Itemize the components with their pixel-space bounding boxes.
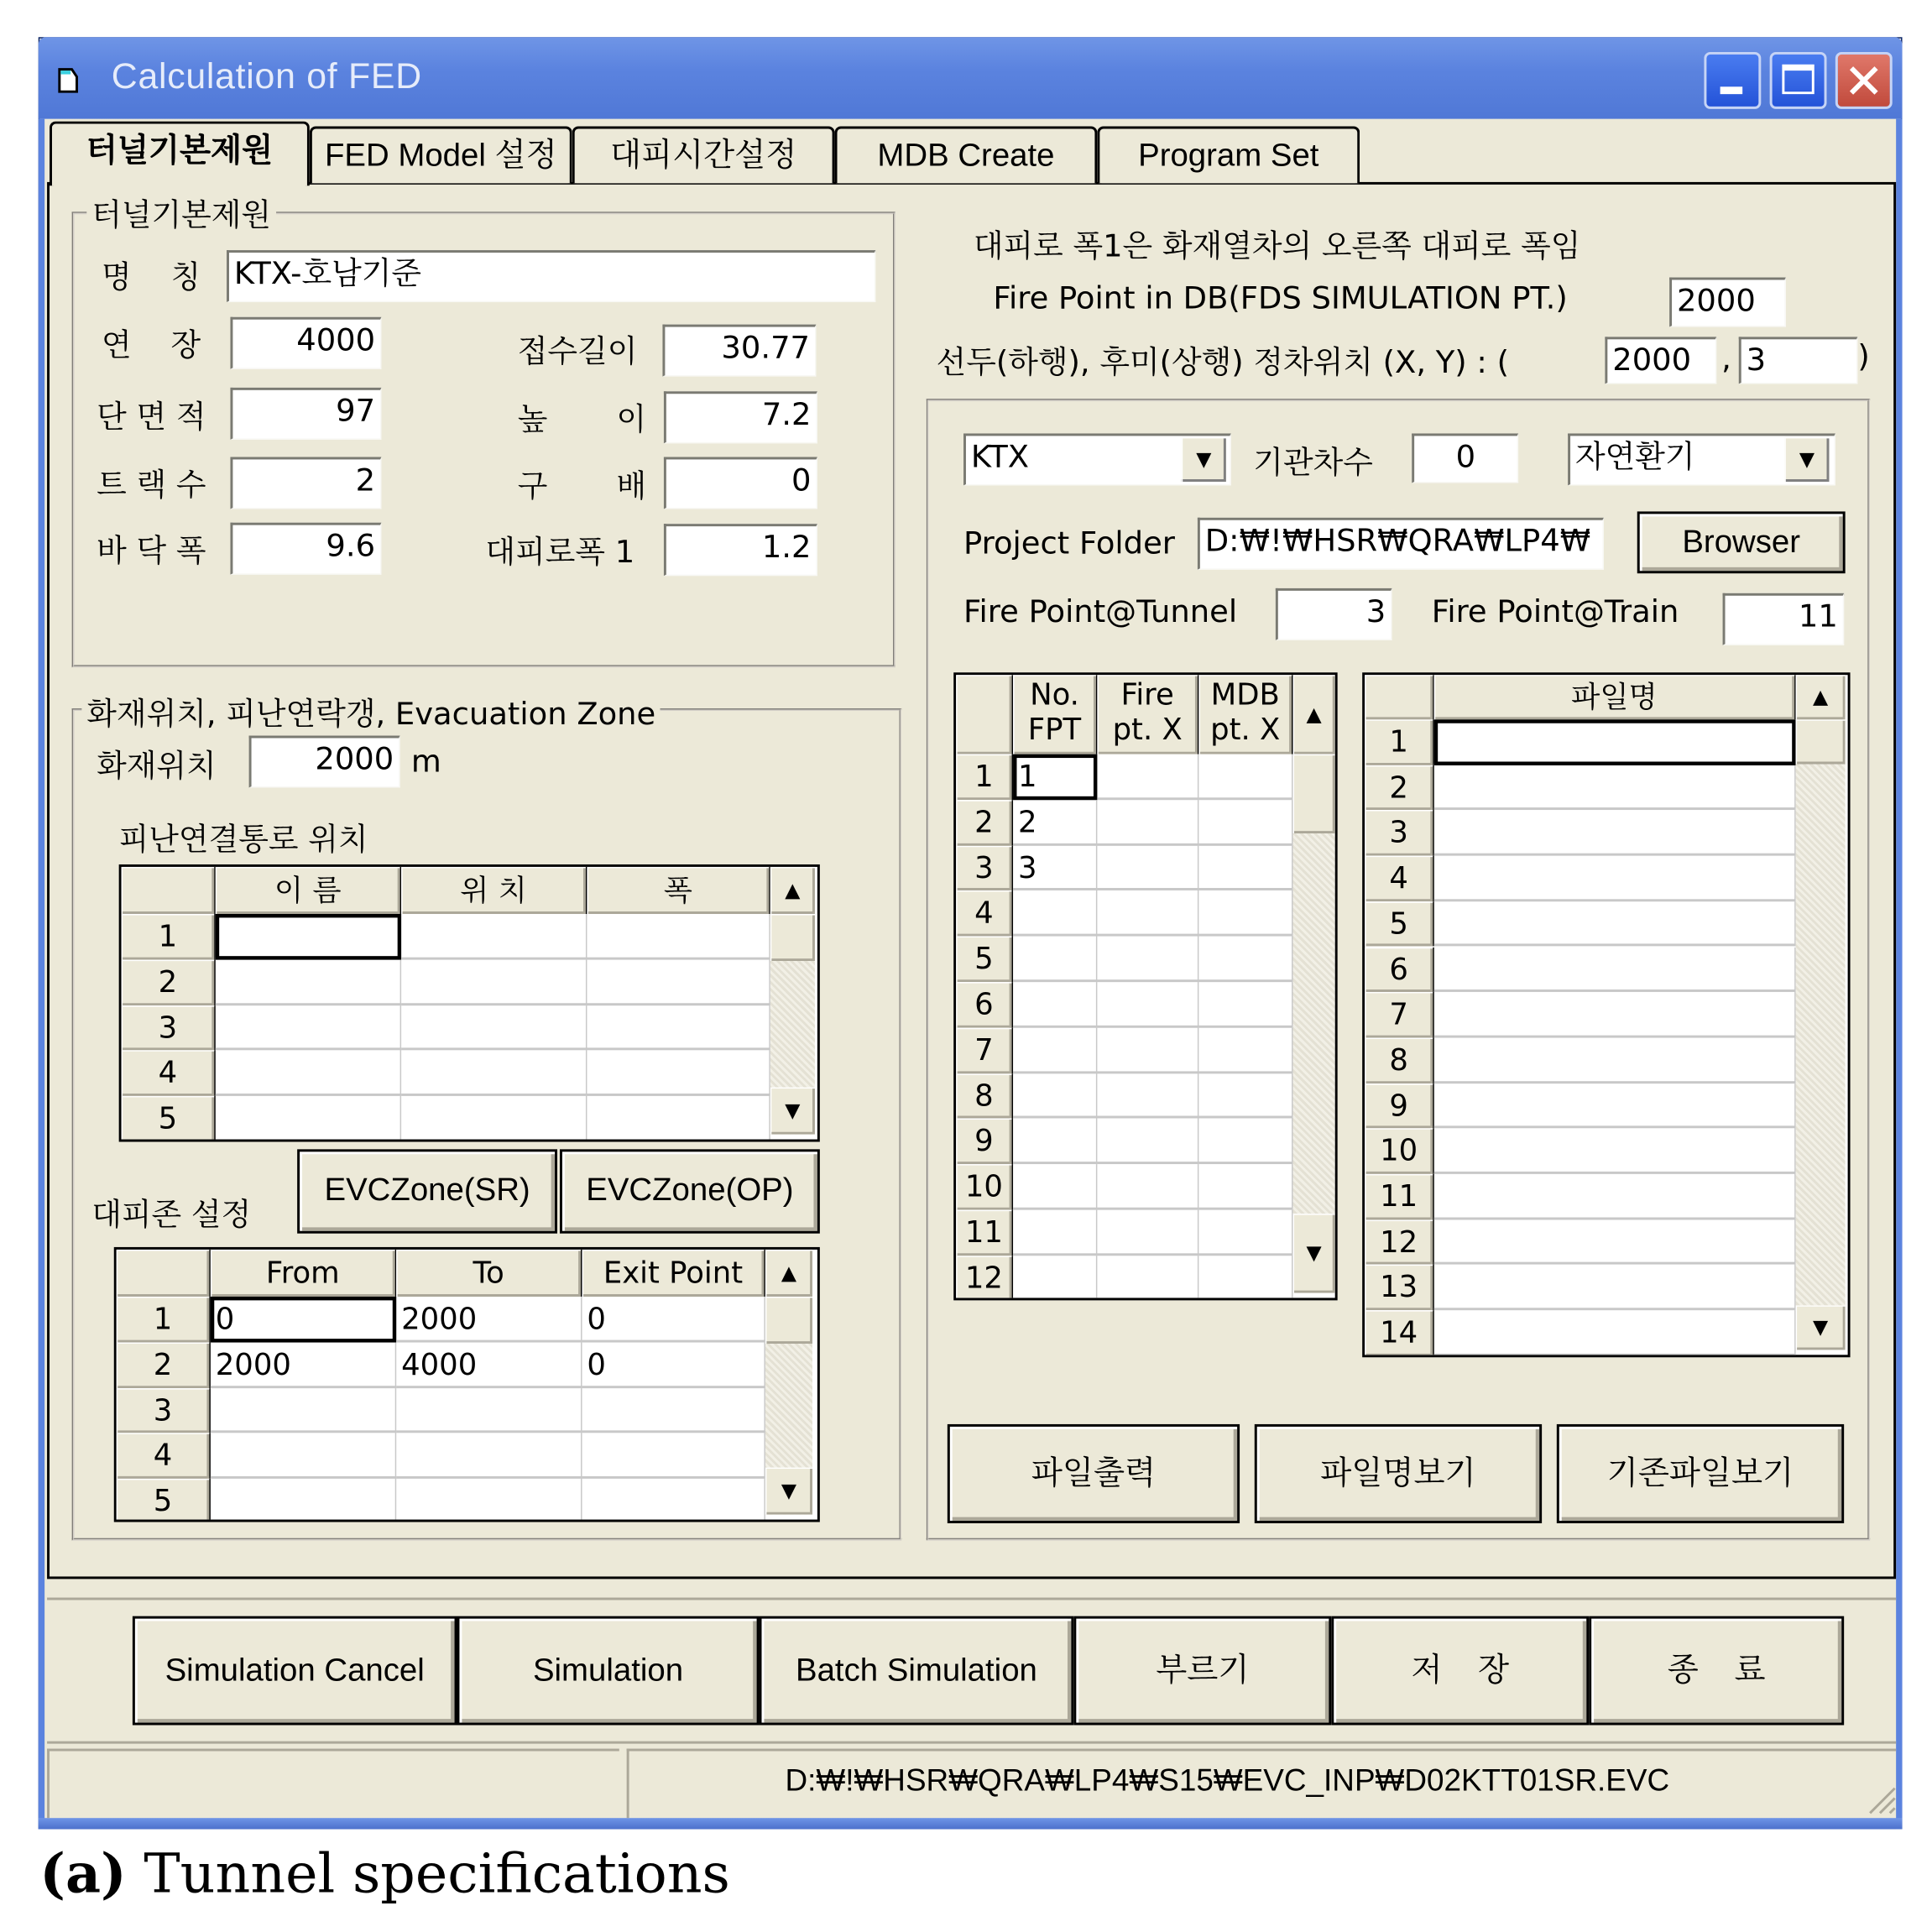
grid-cell[interactable] (1198, 1164, 1292, 1209)
grid-cell[interactable] (401, 1096, 587, 1141)
file-name-grid[interactable] (1362, 672, 1850, 1357)
grid-cell[interactable] (1097, 800, 1198, 845)
minimize-icon (1721, 86, 1743, 94)
scroll-down-button[interactable] (765, 1468, 812, 1515)
grid-cell[interactable] (1198, 891, 1292, 937)
tunnel-basic-group-label: 터널기본제원 (86, 191, 276, 235)
simulation-cancel-button[interactable]: Simulation Cancel (133, 1616, 457, 1726)
ventilation-value: 자연환기 (1574, 438, 1695, 475)
chevron-down-icon: ▼ (1799, 446, 1815, 471)
scroll-down-button[interactable] (1293, 1214, 1335, 1292)
column-header-line: No. (1030, 677, 1079, 713)
grid-cell[interactable] (1434, 1310, 1796, 1355)
grid-cell[interactable] (1434, 719, 1796, 765)
scroll-thumb[interactable] (770, 914, 815, 961)
fire-location-group-label: 화재위치, 피난연락갱, Evacuation Zone (81, 690, 661, 734)
grid-cell[interactable] (211, 1388, 396, 1433)
column-header-line: pt. X (1210, 712, 1281, 747)
evac-width-note: 대피로 폭1은 화재열차의 오른쪽 대피로 폭임 (973, 227, 1581, 264)
area-input[interactable]: 97 (230, 388, 381, 440)
evac-width1-input[interactable]: 1.2 (664, 524, 817, 576)
grid-cell[interactable]: 2000 (396, 1297, 582, 1342)
row-header[interactable]: 1 (1365, 719, 1434, 765)
grid-cell[interactable] (211, 1433, 396, 1479)
tab-evac-time[interactable]: 대피시간설정 (572, 127, 835, 184)
grid-cell[interactable]: 4000 (396, 1342, 582, 1387)
row-header[interactable]: 1 (122, 914, 216, 959)
browser-button[interactable]: Browser (1637, 511, 1846, 573)
grid-cell[interactable] (216, 1096, 401, 1141)
maximize-icon (1782, 65, 1814, 94)
grid-cell[interactable] (216, 914, 401, 959)
exit-button[interactable]: 종 료 (1589, 1616, 1844, 1726)
arrow-down-icon: ▼ (1306, 1240, 1322, 1265)
figure-caption (39, 1843, 730, 1906)
row-header[interactable]: 3 (117, 1388, 211, 1433)
row-header[interactable]: 14 (1365, 1310, 1434, 1355)
row-header[interactable]: 2 (117, 1342, 211, 1387)
grid-cell[interactable] (1434, 1037, 1796, 1083)
column-header-line: MDB (1210, 677, 1280, 713)
grid-cell[interactable] (211, 1479, 396, 1522)
grid-cell[interactable] (1013, 1164, 1097, 1209)
grid-cell[interactable] (587, 1005, 770, 1051)
scroll-up-button[interactable] (1293, 675, 1335, 754)
wetted-perimeter-input[interactable]: 30.77 (662, 325, 816, 377)
grid-cell[interactable] (1434, 1219, 1796, 1265)
arrow-down-icon: ▼ (781, 1478, 797, 1502)
minimize-button[interactable] (1704, 52, 1761, 109)
grid-cell[interactable] (401, 914, 587, 959)
stop-y-input[interactable]: 3 (1739, 337, 1858, 384)
fire-point-train-label: Fire Point@Train (1431, 593, 1679, 629)
row-header[interactable]: 7 (956, 1027, 1013, 1073)
grid-cell[interactable] (1013, 1027, 1097, 1073)
caption-text: Tunnel specifications (126, 1842, 730, 1906)
grid-cell[interactable]: 2000 (211, 1342, 396, 1387)
view-file-names-button[interactable]: 파일명보기 (1255, 1424, 1542, 1523)
grid-cell[interactable] (582, 1479, 765, 1522)
grid-cell[interactable] (401, 1005, 587, 1051)
floor-width-label: 바 닥 폭 (97, 532, 206, 569)
column-header[interactable]: 폭 (587, 867, 770, 914)
grid-cell[interactable] (1198, 1256, 1292, 1300)
grid-cell[interactable] (1198, 937, 1292, 982)
grid-cell[interactable] (1198, 1210, 1292, 1256)
project-folder-input[interactable]: D:₩!₩HSR₩QRA₩LP4₩ (1198, 518, 1604, 570)
row-header[interactable]: 3 (956, 845, 1013, 890)
fire-point-train-input[interactable]: 11 (1723, 593, 1845, 645)
grid-cell[interactable]: 0 (211, 1297, 396, 1342)
window-title: Calculation of FED (111, 56, 422, 97)
scroll-thumb[interactable] (1796, 719, 1846, 764)
row-header[interactable]: 10 (1365, 1129, 1434, 1174)
row-header[interactable]: 8 (1365, 1037, 1434, 1083)
row-header[interactable]: 11 (956, 1210, 1013, 1256)
batch-simulation-button[interactable]: Batch Simulation (760, 1616, 1074, 1726)
fire-point-tunnel-label: Fire Point@Tunnel (963, 593, 1238, 629)
height-input[interactable]: 7.2 (664, 391, 817, 443)
row-header[interactable]: 3 (1365, 811, 1434, 856)
row-header[interactable]: 3 (122, 1005, 216, 1051)
caption-letter: (a) (39, 1842, 127, 1906)
row-header[interactable]: 5 (1365, 901, 1434, 947)
arrow-up-icon: ▲ (781, 1261, 797, 1285)
scroll-up-button[interactable] (1796, 675, 1846, 719)
maximize-button[interactable] (1770, 52, 1827, 109)
scroll-down-button[interactable] (770, 1088, 815, 1135)
view-existing-files-button[interactable]: 기존파일보기 (1557, 1424, 1844, 1523)
grid-cell[interactable] (1434, 947, 1796, 992)
row-header[interactable]: 4 (956, 891, 1013, 937)
row-header[interactable]: 2 (1365, 765, 1434, 810)
grid-cell[interactable] (1097, 1027, 1198, 1073)
area-label: 단 면 적 (97, 399, 206, 435)
grid-cell[interactable] (1434, 1174, 1796, 1219)
column-header[interactable]: 파일명 (1434, 675, 1796, 719)
grid-cell[interactable] (396, 1433, 582, 1479)
column-header[interactable] (1097, 675, 1198, 754)
vertical-scrollbar[interactable] (1796, 675, 1846, 1350)
tab-fed-model[interactable]: FED Model 설정 (310, 127, 572, 184)
grid-cell[interactable] (396, 1388, 582, 1433)
fire-position-label: 화재위치 (97, 748, 217, 785)
grid-cell[interactable] (1097, 1164, 1198, 1209)
column-header[interactable]: To (396, 1250, 582, 1297)
grid-corner (956, 675, 1013, 754)
row-header[interactable]: 12 (1365, 1219, 1434, 1265)
row-header[interactable]: 5 (122, 1096, 216, 1141)
simulation-button[interactable]: Simulation (457, 1616, 759, 1726)
row-header[interactable]: 8 (956, 1073, 1013, 1119)
grid-cell[interactable] (1434, 765, 1796, 810)
tracks-input[interactable]: 2 (230, 457, 381, 509)
grid-cell[interactable] (1434, 1083, 1796, 1129)
grid-cell[interactable] (1013, 982, 1097, 1027)
fire-position-unit: m (410, 743, 441, 780)
window-border-right (1896, 119, 1902, 1830)
locomotive-count-input[interactable]: 0 (1412, 433, 1518, 483)
row-header[interactable]: 10 (956, 1164, 1013, 1209)
evczone-sr-button[interactable]: EVCZone(SR) (297, 1149, 557, 1233)
grid-cell[interactable] (1434, 811, 1796, 856)
floor-width-input[interactable]: 9.6 (230, 523, 381, 575)
grid-cell[interactable] (1097, 982, 1198, 1027)
row-header[interactable]: 13 (1365, 1265, 1434, 1310)
column-header[interactable]: 위 치 (401, 867, 587, 914)
row-header[interactable]: 4 (1365, 856, 1434, 901)
stop-separator: , (1721, 340, 1731, 377)
arrow-up-icon: ▲ (1306, 702, 1322, 726)
row-header[interactable]: 5 (956, 937, 1013, 982)
stop-close-paren: ) (1857, 337, 1870, 374)
fire-point-tunnel-input[interactable]: 3 (1276, 588, 1392, 640)
row-header[interactable]: 9 (1365, 1083, 1434, 1129)
window-border-bottom (39, 1818, 1903, 1829)
grid-cell[interactable] (1097, 1210, 1198, 1256)
grid-cell[interactable] (1097, 891, 1198, 937)
grid-corner (122, 867, 216, 914)
status-pane-path (627, 1749, 1896, 1819)
grid-cell[interactable] (1013, 937, 1097, 982)
grid-cell[interactable] (1097, 937, 1198, 982)
grid-cell[interactable] (587, 1051, 770, 1096)
passage-grid[interactable] (119, 864, 820, 1142)
grid-cell[interactable] (1198, 1073, 1292, 1119)
row-header[interactable]: 4 (117, 1433, 211, 1479)
grid-cell[interactable] (1097, 1073, 1198, 1119)
row-header[interactable]: 4 (122, 1051, 216, 1096)
grid-corner (1365, 675, 1434, 719)
chevron-down-icon: ▼ (1196, 446, 1212, 471)
scroll-up-button[interactable] (770, 867, 815, 914)
ventilation-dropdown-button[interactable] (1784, 437, 1829, 482)
row-header[interactable]: 1 (956, 755, 1013, 800)
save-button[interactable]: 저 장 (1331, 1616, 1589, 1726)
arrow-up-icon: ▲ (1813, 685, 1829, 709)
stop-position-label: 선두(하행), 후미(상행) 정차위치 (X, Y) : ( (936, 344, 1509, 381)
fire-point-db-label: Fire Point in DB(FDS SIMULATION PT.) (993, 279, 1568, 316)
arrow-up-icon: ▲ (785, 878, 801, 902)
app-icon (57, 67, 82, 94)
scroll-down-button[interactable] (1796, 1305, 1846, 1350)
grid-cell[interactable] (1198, 845, 1292, 890)
grid-cell[interactable] (1097, 1119, 1198, 1164)
grid-cell[interactable] (396, 1479, 582, 1522)
project-folder-label: Project Folder (963, 525, 1175, 561)
grid-cell[interactable]: 0 (582, 1342, 765, 1387)
slope-label: 구 배 (517, 467, 647, 504)
grid-cell[interactable] (1198, 982, 1292, 1027)
status-pane-left (47, 1749, 619, 1819)
row-header[interactable]: 9 (956, 1119, 1013, 1164)
scroll-up-button[interactable] (765, 1250, 812, 1297)
scroll-thumb[interactable] (1293, 755, 1335, 833)
tab-mdb-create[interactable]: MDB Create (835, 127, 1098, 184)
stop-x-input[interactable]: 2000 (1605, 337, 1716, 384)
grid-cell[interactable] (401, 959, 587, 1005)
row-header[interactable]: 6 (956, 982, 1013, 1027)
row-header[interactable]: 5 (117, 1479, 211, 1522)
wetted-perimeter-label: 접수길이 (517, 332, 638, 369)
close-button[interactable] (1835, 52, 1893, 109)
grid-cell[interactable] (216, 1051, 401, 1096)
load-button[interactable]: 부르기 (1073, 1616, 1331, 1726)
row-header[interactable]: 12 (956, 1256, 1013, 1300)
row-header[interactable]: 6 (1365, 947, 1434, 992)
status-path: D:₩!₩HSR₩QRA₩LP4₩S15₩EVC_INP₩D02KTT01SR.EVC (785, 1763, 1670, 1799)
grid-cell[interactable] (1198, 1119, 1292, 1164)
grid-cell[interactable]: 1 (1013, 755, 1097, 800)
grid-cell[interactable]: 0 (582, 1297, 765, 1342)
tracks-label: 트 랙 수 (97, 467, 206, 504)
evac-zone-grid[interactable] (114, 1247, 820, 1522)
column-header[interactable] (1198, 675, 1292, 754)
grid-cell[interactable] (1198, 800, 1292, 845)
row-header[interactable]: 2 (122, 959, 216, 1005)
scroll-thumb[interactable] (765, 1297, 812, 1344)
grid-cell[interactable] (1013, 1256, 1097, 1300)
evczone-op-button[interactable]: EVCZone(OP) (560, 1149, 820, 1233)
grid-cell[interactable] (1434, 901, 1796, 947)
row-header[interactable]: 11 (1365, 1174, 1434, 1219)
train-type-value: KTX (970, 438, 1030, 475)
fpt-grid[interactable] (953, 672, 1337, 1300)
tab-program-set[interactable]: Program Set (1097, 127, 1360, 184)
grid-cell[interactable] (1013, 1119, 1097, 1164)
grid-cell[interactable] (1013, 1210, 1097, 1256)
grid-corner (117, 1250, 211, 1297)
fire-point-db-input[interactable]: 2000 (1669, 278, 1786, 327)
slope-input[interactable]: 0 (664, 457, 817, 509)
arrow-down-icon: ▼ (1813, 1315, 1829, 1339)
column-header-line: FPT (1027, 712, 1082, 747)
grid-cell[interactable] (1434, 1129, 1796, 1174)
resize-grip-icon[interactable] (1867, 1783, 1897, 1815)
grid-cell[interactable] (1097, 845, 1198, 890)
column-header[interactable]: Exit Point (582, 1250, 765, 1297)
window-border-left (39, 119, 44, 1830)
grid-cell[interactable] (1097, 755, 1198, 800)
close-icon (1848, 65, 1880, 97)
passage-location-label: 피난연결통로 위치 (118, 821, 368, 858)
length-input[interactable]: 4000 (230, 317, 381, 369)
fire-position-input[interactable]: 2000 (249, 736, 400, 788)
grid-cell[interactable]: 3 (1013, 845, 1097, 890)
locomotive-count-label: 기관차수 (1253, 444, 1373, 481)
grid-cell[interactable] (1198, 1027, 1292, 1073)
column-header-line: Fire (1120, 677, 1174, 713)
name-label: 명 칭 (101, 258, 201, 295)
grid-cell[interactable] (1434, 1265, 1796, 1310)
grid-cell[interactable] (1434, 992, 1796, 1037)
grid-cell[interactable] (582, 1388, 765, 1433)
train-type-dropdown-button[interactable] (1182, 437, 1226, 482)
row-header[interactable]: 7 (1365, 992, 1434, 1037)
grid-cell[interactable] (587, 914, 770, 959)
column-header[interactable]: From (211, 1250, 396, 1297)
name-input[interactable]: KTX-호남기준 (227, 250, 875, 302)
evac-zone-label: 대피존 설정 (91, 1196, 252, 1233)
grid-cell[interactable] (587, 959, 770, 1005)
row-header[interactable]: 1 (117, 1297, 211, 1342)
grid-cell[interactable] (587, 1096, 770, 1141)
grid-cell[interactable] (216, 1005, 401, 1051)
grid-cell[interactable] (1013, 1073, 1097, 1119)
grid-cell[interactable] (1097, 1256, 1198, 1300)
grid-cell[interactable] (1434, 856, 1796, 901)
grid-cell[interactable] (216, 959, 401, 1005)
grid-cell[interactable] (1013, 891, 1097, 937)
height-label: 높 이 (517, 401, 647, 437)
evac-width1-label: 대피로폭 1 (485, 533, 635, 570)
grid-cell[interactable] (1198, 755, 1292, 800)
grid-cell[interactable]: 2 (1013, 800, 1097, 845)
grid-cell[interactable] (401, 1051, 587, 1096)
row-header[interactable]: 2 (956, 800, 1013, 845)
file-export-button[interactable]: 파일출력 (948, 1424, 1240, 1523)
length-label: 연 장 (101, 326, 201, 363)
column-header[interactable]: 이 름 (216, 867, 401, 914)
grid-cell[interactable] (582, 1433, 765, 1479)
column-header[interactable] (1013, 675, 1097, 754)
arrow-down-icon: ▼ (785, 1098, 801, 1122)
tab-tunnel-basic[interactable]: 터널기본제원 (50, 122, 310, 186)
column-header-line: pt. X (1112, 712, 1183, 747)
